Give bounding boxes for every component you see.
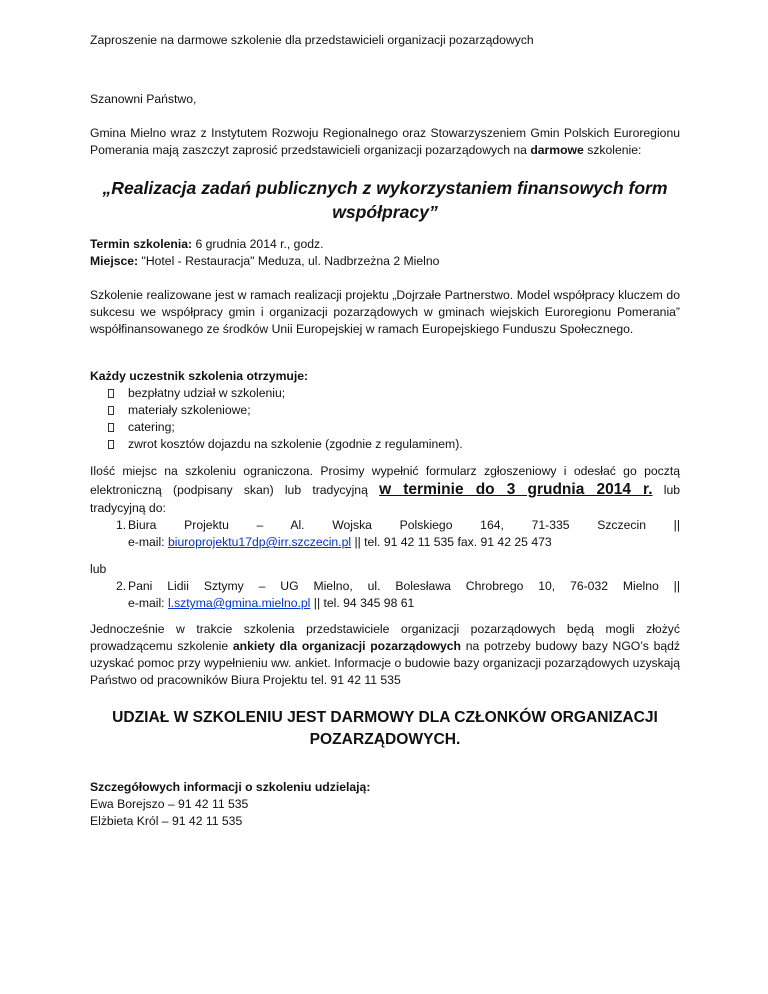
bullet-icon xyxy=(108,423,114,432)
list-item: zwrot kosztów dojazdu na szkolenie (zgodnie z regulaminem). xyxy=(90,436,680,453)
deadline-text: w terminie do 3 grudnia 2014 r. xyxy=(379,481,653,498)
miejsce-value: "Hotel - Restauracja" Meduza, ul. Nadbrzeżna 2 Mielno xyxy=(141,254,440,268)
info-heading: Szczegółowych informacji o szkoleniu udzielają: xyxy=(90,780,371,794)
termin-line xyxy=(90,236,680,253)
termin-label: Termin szkolenia: xyxy=(90,237,193,251)
bullet-icon xyxy=(108,389,114,398)
intro-text: Gmina Mielno wraz z Instytutem Rozwoju Regionalnego oraz Stowarzyszeniem Gmin Polskich Euroregionu Pomerania mają zaszczyt zaprosić przedstawicieli organizacji pozarządowych na xyxy=(90,126,680,157)
intro-end: szkolenie: xyxy=(587,143,642,157)
registration-line3: tradycyjną do: xyxy=(90,501,166,515)
training-title: „Realizacja zadań publicznych z wykorzystaniem finansowych form współpracy” xyxy=(102,178,668,222)
contact-1 xyxy=(90,517,680,551)
list-item: catering; xyxy=(90,419,680,436)
survey-bold: ankiety dla organizacji pozarządowych xyxy=(232,639,461,653)
intro-paragraph xyxy=(90,125,680,159)
list-item: materiały szkoleniowe; xyxy=(90,402,680,419)
contact-email-line: e-mail: biuroprojektu17dp@irr.szczecin.pl || tel. 91 42 11 535 fax. 91 42 25 473 xyxy=(128,535,552,549)
or-label: lub xyxy=(90,562,107,576)
registration-section xyxy=(90,463,680,612)
registration-line2: elektroniczną (podpisany skan) lub tradycyjną w terminie do 3 grudnia 2014 r. lub xyxy=(90,481,681,498)
intro-bold-free: darmowe xyxy=(530,143,584,157)
survey-paragraph: Jednocześnie w trakcie szkolenia przedstawiciele organizacji pozarządowych będą mogli złożyć prowadzącemu szkolenie ankiety dla organizacji pozarządowych na potrzeby budowy bazy NGO’s bądź uzyskać pomoc przy wypełnieniu ww. ankiet. Informacje o budowie bazy organizacji pozarządowych uzyskają Państwo od pracowników Biura Projektu tel. 91 42 11 535 xyxy=(90,622,680,687)
info-section xyxy=(90,779,680,830)
bullet-icon xyxy=(108,406,114,415)
free-participation-notice: UDZIAŁ W SZKOLENIU JEST DARMOWY DLA CZŁONKÓW ORGANIZACJI POZARZĄDOWYCH. xyxy=(112,709,658,748)
contact-address: Pani Lidii Sztymy – UG Mielno, ul. Bolesława Chrobrego 10, 76-032 Mielno || xyxy=(128,579,680,593)
benefits-section xyxy=(90,368,680,453)
benefits-heading: Każdy uczestnik szkolenia otrzymuje: xyxy=(90,369,309,383)
email-link[interactable]: biuroprojektu17dp@irr.szczecin.pl xyxy=(167,535,352,549)
miejsce-line xyxy=(90,253,680,270)
contact-number: 1. xyxy=(116,518,127,532)
email-link[interactable]: l.sztyma@gmina.mielno.pl xyxy=(167,596,311,610)
greeting: Szanowni Państwo, xyxy=(90,92,197,106)
contact-email-line: e-mail: l.sztyma@gmina.mielno.pl || tel. 94 345 98 61 xyxy=(128,596,415,610)
termin-value: 6 grudnia 2014 r., godz. xyxy=(195,237,324,251)
page-header: Zaproszenie na darmowe szkolenie dla przedstawicieli organizacji pozarządowych xyxy=(90,33,534,47)
benefits-list xyxy=(90,385,680,453)
project-paragraph: Szkolenie realizowane jest w ramach realizacji projektu „Dojrzałe Partnerstwo. Model współpracy kluczem do sukcesu we współpracy gmin i organizacji pozarządowych w gminach wiejskich Euroregionu Pomerania” współfinansowanego ze środków Unii Europejskiej w ramach Europejskiego Funduszu Społecznego. xyxy=(90,288,680,336)
bullet-icon xyxy=(108,440,114,449)
list-item: bezpłatny udział w szkoleniu; xyxy=(90,385,680,402)
contact-number: 2. xyxy=(116,579,127,593)
contact-person: Elżbieta Król – 91 42 11 535 xyxy=(90,814,243,828)
contact-2 xyxy=(90,578,680,612)
contact-address: Biura Projektu – Al. Wojska Polskiego 164, 71-335 Szczecin || xyxy=(128,518,680,532)
registration-line1: Ilość miejsc na szkoleniu ograniczona. Prosimy wypełnić formularz zgłoszeniowy i odesłać go pocztą xyxy=(90,464,680,478)
contact-person: Ewa Borejszo – 91 42 11 535 xyxy=(90,797,249,811)
miejsce-label: Miejsce: xyxy=(90,254,139,268)
